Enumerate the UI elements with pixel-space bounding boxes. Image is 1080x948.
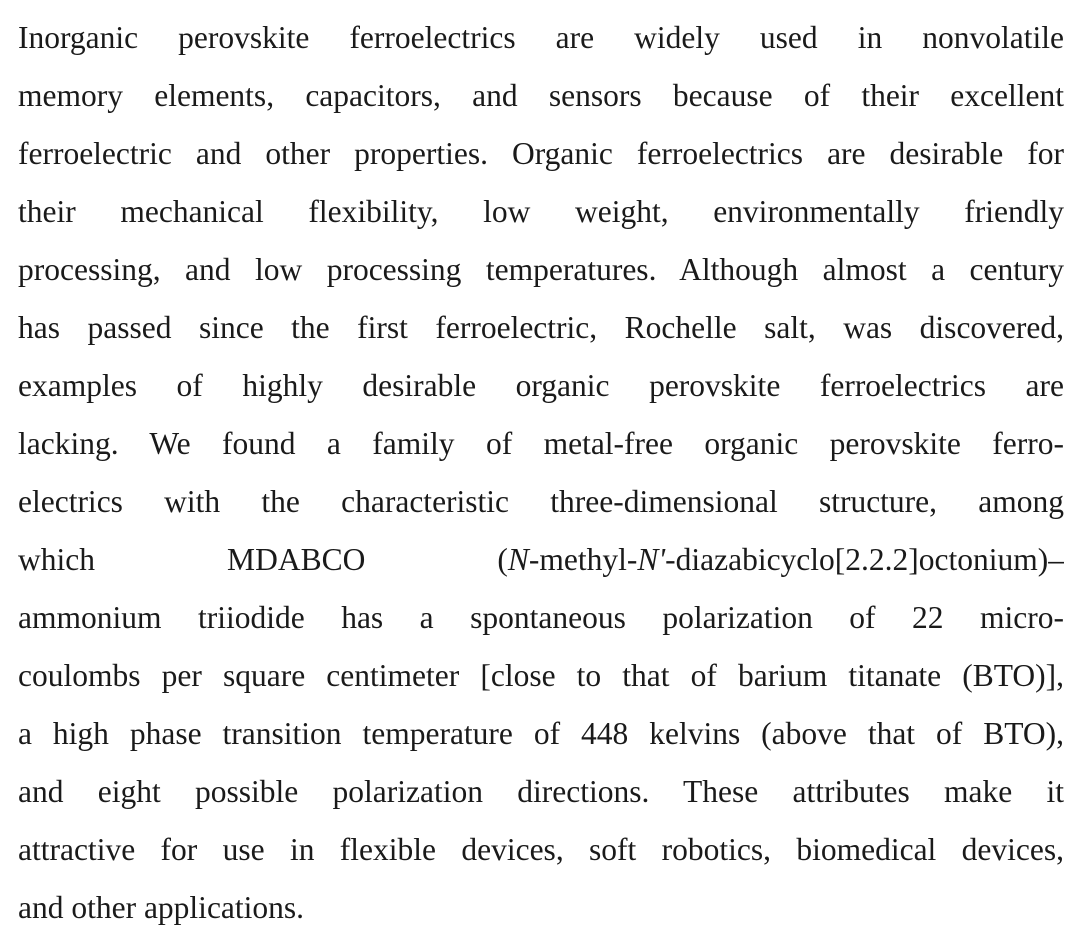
abstract-paragraph: [18, 9, 1064, 937]
text-line-10-part-a: which MDABCO (: [18, 542, 508, 577]
text-line-4: their mechanical flexibility, low weight, environmentally friendly: [18, 194, 1064, 229]
text-line-10-italic-n: N: [507, 542, 529, 577]
text-line-16: and other applications.: [18, 890, 305, 925]
text-line-15: attractive for use in flexible devices, soft robotics, biomedical devices,: [18, 832, 1064, 867]
text-line-12: coulombs per square centimeter [close to that of barium titanate (BTO)],: [18, 658, 1064, 693]
text-line-8: lacking. We found a family of metal-free organic perovskite ferro-: [18, 426, 1064, 461]
abstract-page: [0, 9, 1080, 948]
text-line-10-italic-n-prime: N': [637, 542, 666, 577]
text-line-9: electrics with the characteristic three-dimensional structure, among: [18, 484, 1064, 519]
text-line-14: and eight possible polarization directions. These attributes make it: [18, 774, 1064, 809]
text-line-10: [18, 531, 1064, 589]
text-line-2: memory elements, capacitors, and sensors because of their excellent: [18, 78, 1064, 113]
text-line-11: ammonium triiodide has a spontaneous polarization of 22 micro-: [18, 600, 1064, 635]
text-line-6: has passed since the first ferroelectric, Rochelle salt, was discovered,: [18, 310, 1064, 345]
text-line-7: examples of highly desirable organic perovskite ferroelectrics are: [18, 368, 1064, 403]
text-line-5: processing, and low processing temperatures. Although almost a century: [18, 252, 1064, 287]
text-line-10-part-e: -diazabicyclo[2.2.2]octonium)–: [665, 542, 1064, 577]
text-line-3: ferroelectric and other properties. Organic ferroelectrics are desirable for: [18, 136, 1064, 171]
text-line-13: a high phase transition temperature of 448 kelvins (above that of BTO),: [18, 716, 1064, 751]
text-line-1: Inorganic perovskite ferroelectrics are widely used in nonvolatile: [18, 20, 1064, 55]
text-line-10-part-c: -methyl-: [528, 542, 638, 577]
